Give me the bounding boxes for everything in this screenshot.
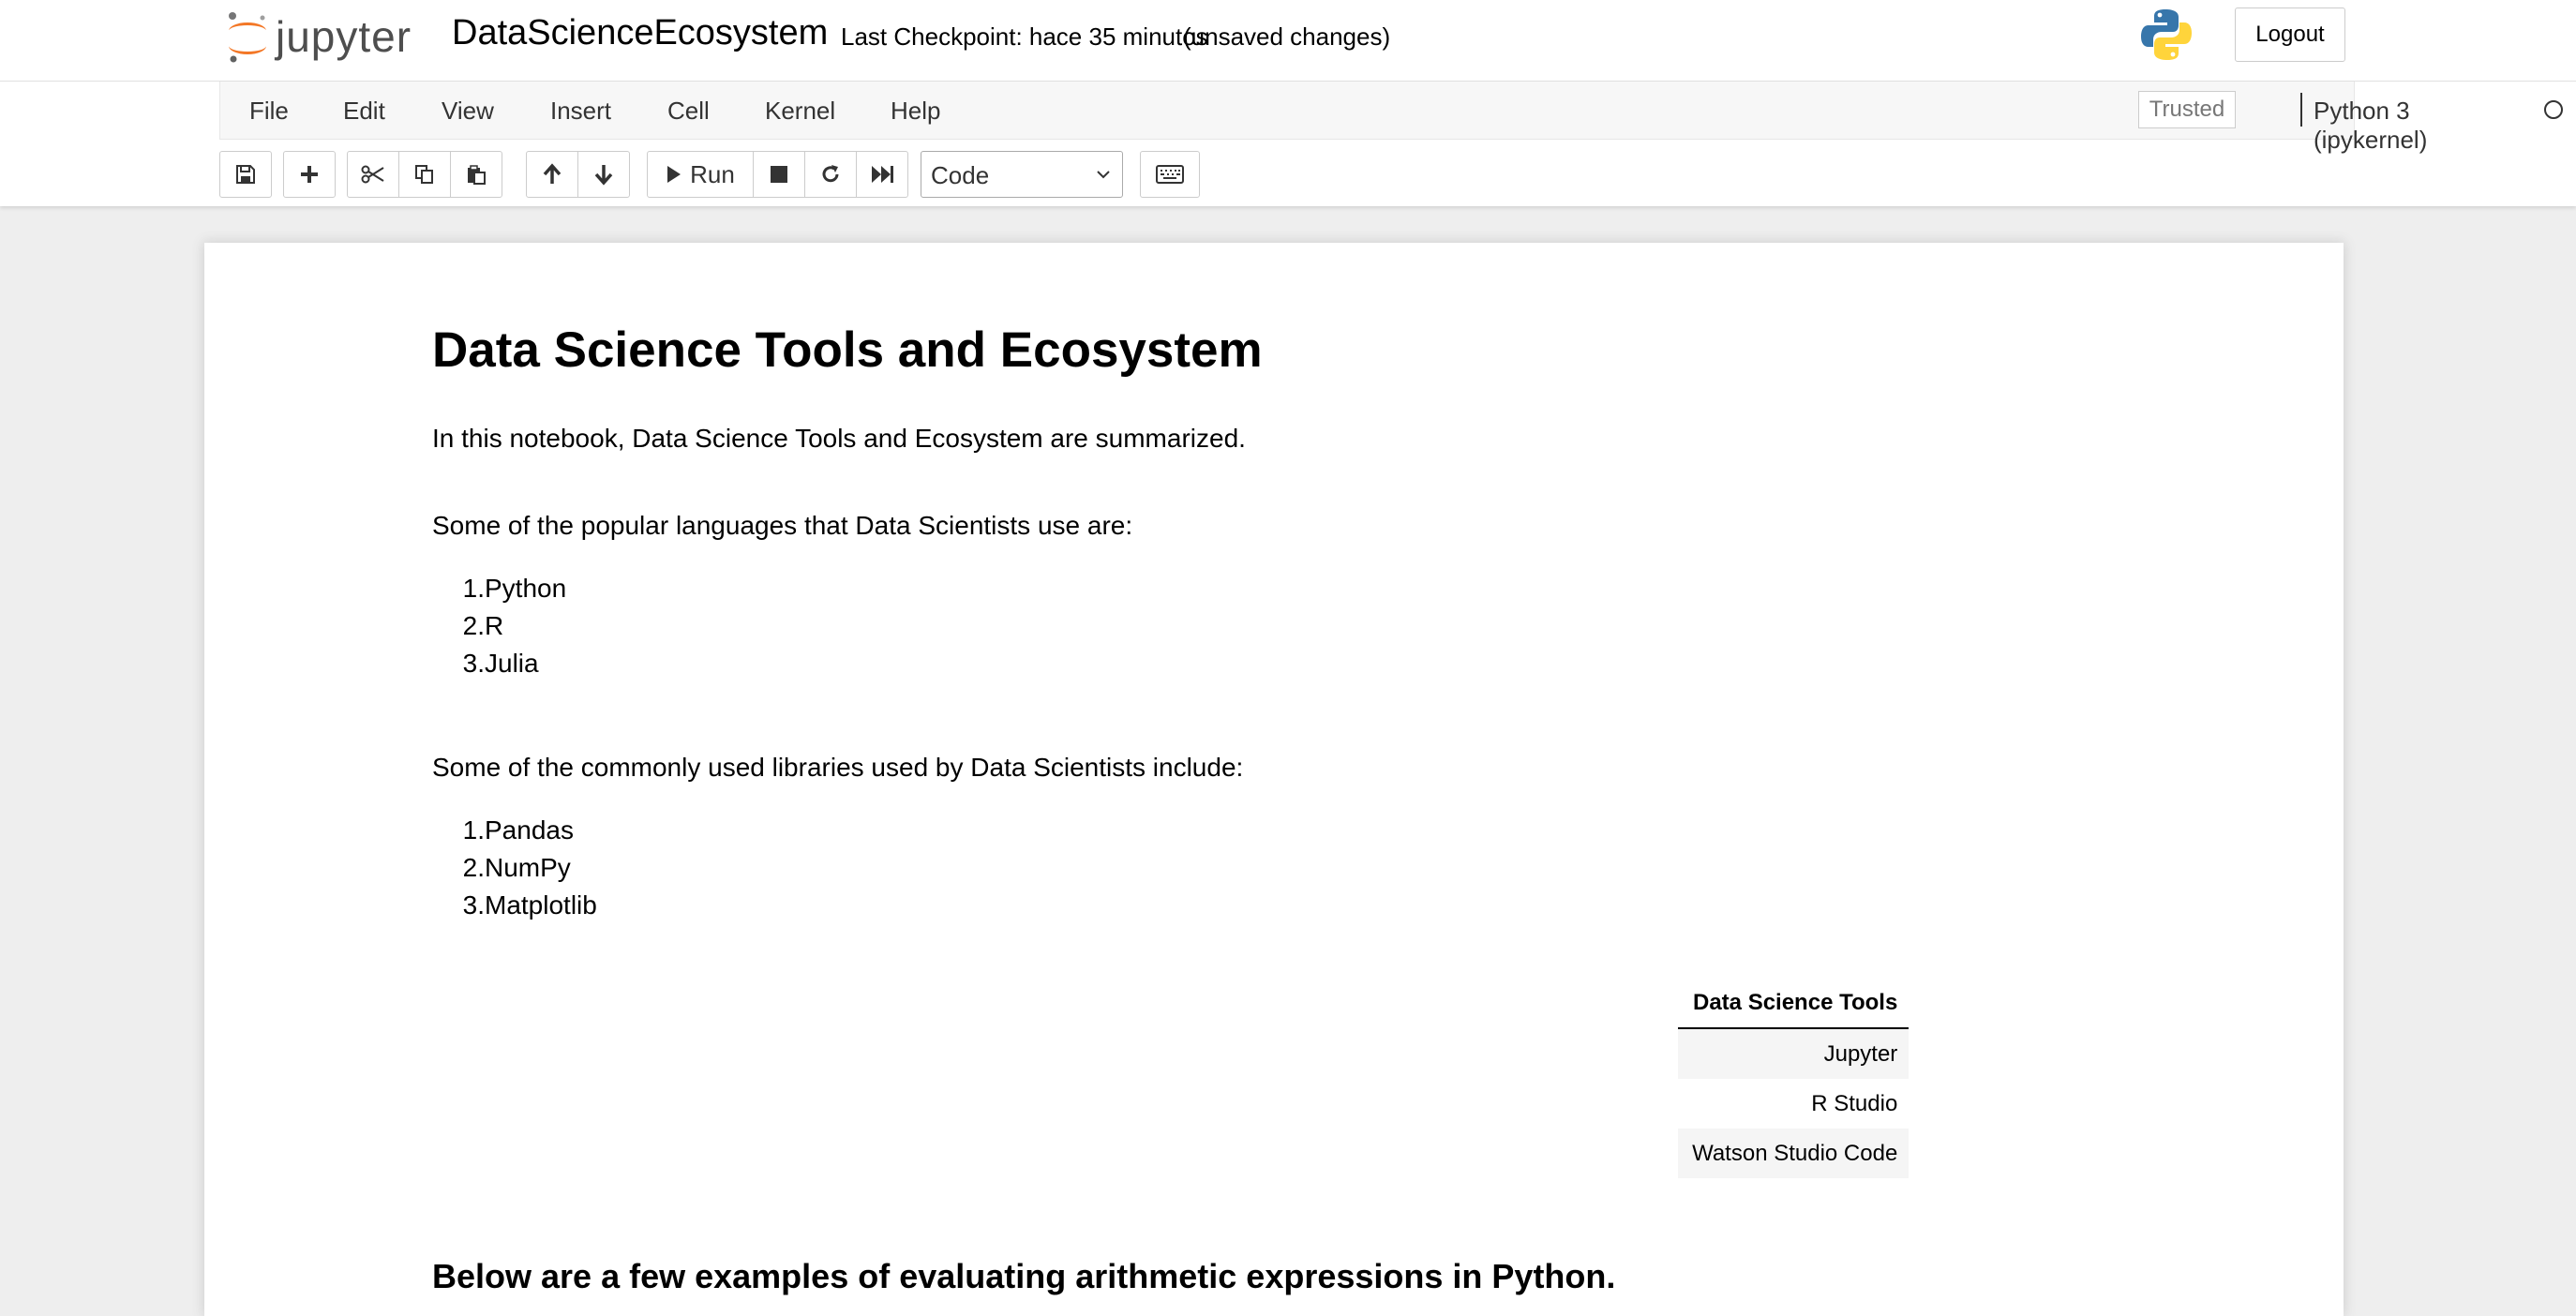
keyboard-icon [1156,165,1184,184]
menubar [219,82,2428,154]
plus-icon [299,164,320,185]
menu-view[interactable]: View [442,97,494,125]
languages-heading: Some of the popular languages that Data Scientists use are: [432,511,1133,540]
toolbar-keyboard-group [1140,151,1200,198]
toolbar-run-group [647,151,908,198]
save-button[interactable] [219,151,272,198]
arrow-up-icon [542,163,562,186]
copy-button[interactable] [398,151,451,198]
chevron-down-icon [1094,165,1113,184]
table-cell: Watson Studio Code [1678,1129,1909,1178]
paste-button[interactable] [450,151,502,198]
table-cell: Jupyter [1678,1028,1909,1079]
scissors-icon [361,164,385,185]
table-row [1678,1079,1909,1129]
insert-cell-button[interactable] [283,151,336,198]
table-row [1678,1028,1909,1079]
notebook-container [204,243,2344,1316]
notebook-name[interactable]: DataScienceEcosystem [452,13,829,52]
libraries-heading: Some of the commonly used libraries used by Data Scientists include: [432,753,1244,782]
list-item: 3.Julia [462,649,539,678]
restart-kernel-button[interactable] [804,151,857,198]
cell-type-select[interactable] [921,151,1123,198]
languages-list [432,570,566,682]
language-item: Julia [485,649,539,678]
jupyter-logo-text: jupyter [276,12,412,61]
list-item: 1.Pandas [462,815,574,845]
save-icon [235,164,256,185]
interrupt-kernel-button[interactable] [753,151,805,198]
python-kernel-logo-icon [2139,7,2194,62]
menu-kernel[interactable]: Kernel [765,97,836,125]
command-palette-button[interactable] [1140,151,1200,198]
menu-cell[interactable]: Cell [667,97,710,125]
toolbar-insert-group [283,151,336,198]
fast-forward-icon [870,164,894,185]
run-label: Run [690,159,735,188]
play-icon [666,164,682,185]
toolbar-move-group [526,151,630,198]
kernel-idle-icon [2544,100,2563,119]
list-item: 2.R [462,611,504,640]
intro-text: In this notebook, Data Science Tools and Ecosystem are summarized. [432,424,1246,453]
stop-icon [770,165,788,184]
table-row [1678,1129,1909,1178]
library-item: NumPy [485,853,571,882]
notebook-title: Data Science Tools and Ecosystem [432,322,1263,378]
libraries-list [432,812,597,924]
kernel-separator [2300,93,2302,127]
menu-help[interactable]: Help [891,97,941,125]
list-item: 3.Matplotlib [462,890,597,920]
autosave-status: (unsaved changes) [1183,22,1391,51]
run-button[interactable] [647,151,754,198]
cut-button[interactable] [347,151,399,198]
copy-icon [414,164,435,185]
trusted-indicator[interactable]: Trusted [2138,91,2236,128]
table-cell: R Studio [1811,1090,1898,1116]
logout-button[interactable]: Logout [2235,7,2345,62]
language-item: Python [485,574,567,603]
tools-table [1678,980,1909,1178]
restart-run-all-button[interactable] [856,151,908,198]
toolbar-clipboard-group [347,151,502,198]
top-bar [0,0,2576,82]
cell-type-value: Code [931,161,990,189]
arithmetic-heading: Below are a few examples of evaluating arithmetic expressions in Python. [432,1257,1616,1295]
menu-insert[interactable]: Insert [550,97,612,125]
arrow-down-icon [593,163,614,186]
menu-file[interactable]: File [249,97,289,125]
library-item: Pandas [485,815,574,845]
list-item: 2.NumPy [462,853,571,882]
restart-icon [819,163,842,186]
table-header: Data Science Tools [1678,980,1909,1028]
jupyter-logo-icon [225,8,270,65]
menu-edit[interactable]: Edit [343,97,385,125]
move-up-button[interactable] [526,151,578,198]
jupyter-logo[interactable] [225,6,412,67]
language-item: R [485,611,504,640]
paste-icon [466,164,487,185]
toolbar-save-group [219,151,272,198]
list-item: 1.Python [462,574,567,603]
kernel-name[interactable]: Python 3 (ipykernel) [2314,97,2428,154]
library-item: Matplotlib [485,890,597,920]
move-down-button[interactable] [577,151,630,198]
notebook-header [0,0,2576,206]
checkpoint-status: Last Checkpoint: hace 35 minutos [841,22,1208,51]
